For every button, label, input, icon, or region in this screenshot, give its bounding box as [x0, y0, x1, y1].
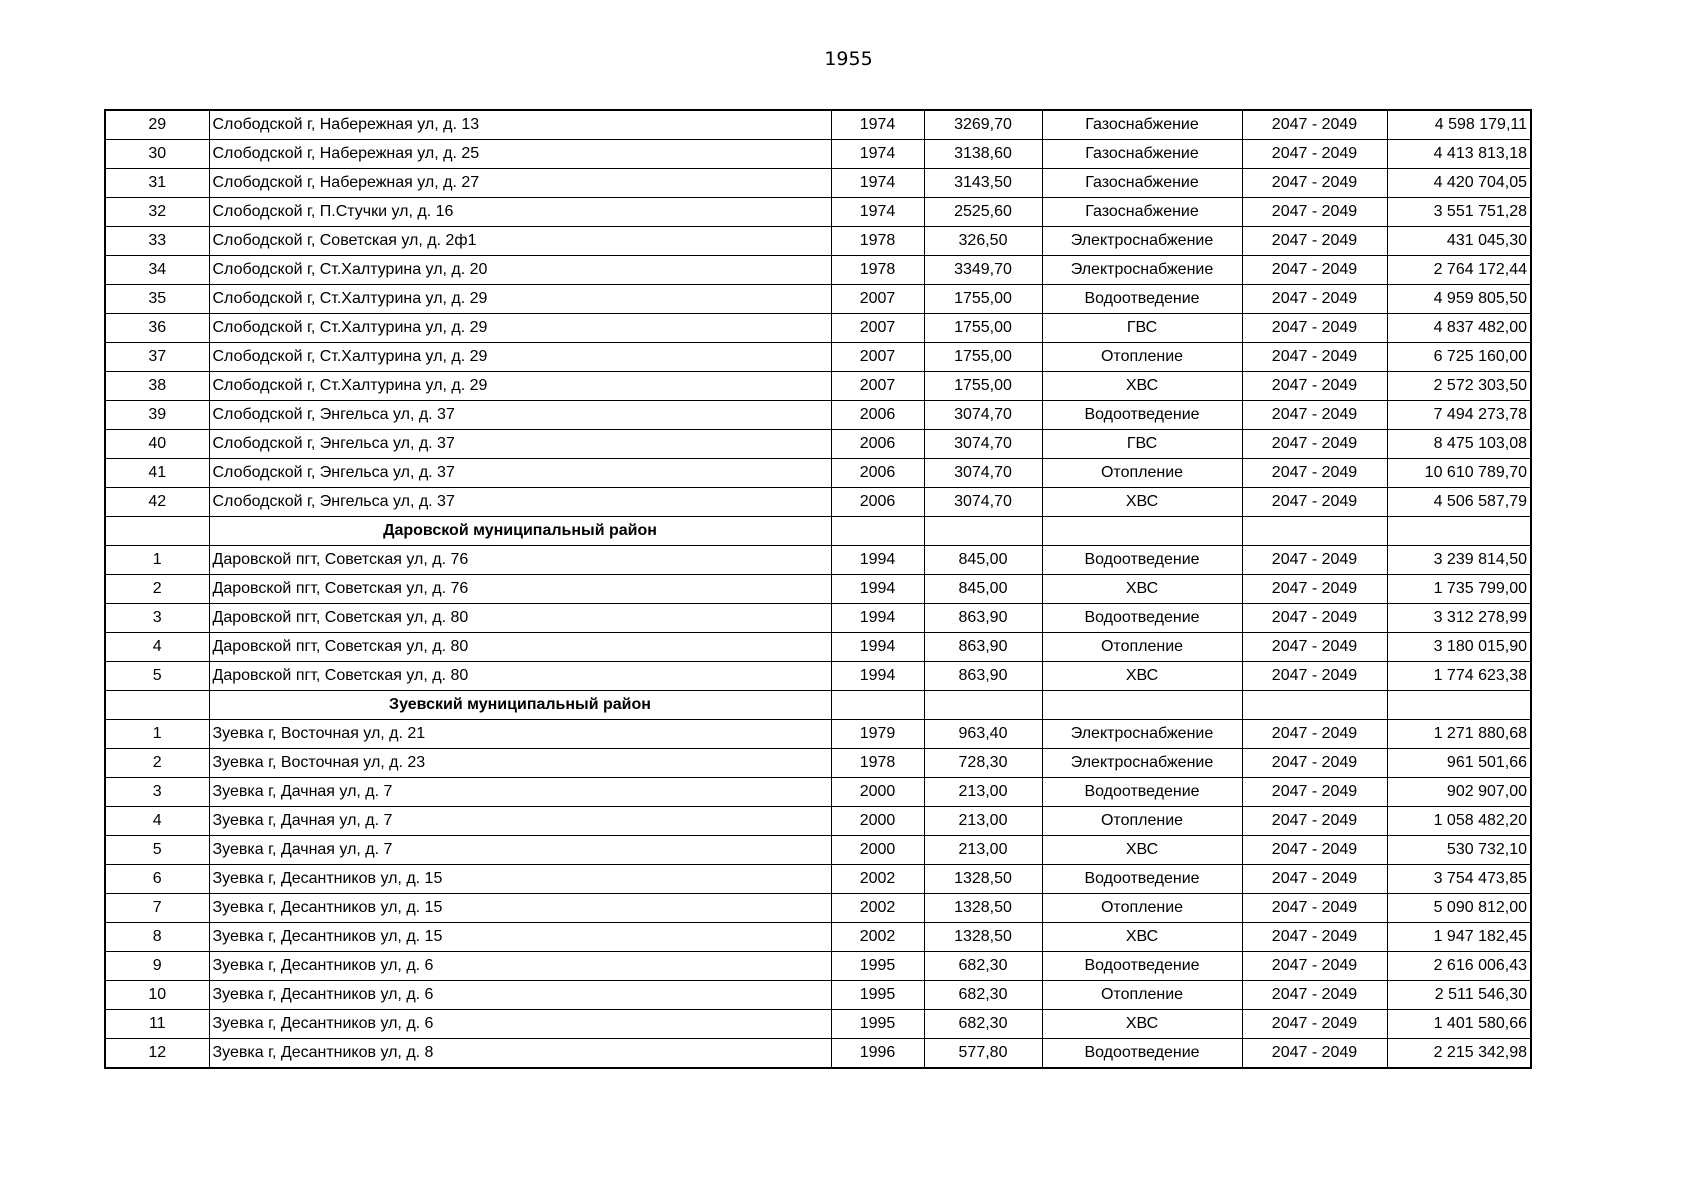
address-cell: Зуевка г, Десантников ул, д. 15: [209, 894, 831, 923]
utility-system-cell: Водоотведение: [1042, 285, 1242, 314]
table-row: [105, 314, 1531, 343]
year-built-cell: 1994: [831, 546, 924, 575]
empty-cell: [1387, 517, 1531, 546]
area-cell: 213,00: [924, 807, 1042, 836]
row-number-cell: 11: [105, 1010, 209, 1039]
repair-period-cell: 2047 - 2049: [1242, 662, 1387, 691]
utility-system-cell: Отопление: [1042, 459, 1242, 488]
address-cell: Слободской г, Набережная ул, д. 27: [209, 169, 831, 198]
repair-period-cell: 2047 - 2049: [1242, 401, 1387, 430]
table-row: [105, 110, 1531, 140]
table-row: [105, 865, 1531, 894]
area-cell: 682,30: [924, 981, 1042, 1010]
cost-cell: 10 610 789,70: [1387, 459, 1531, 488]
cost-cell: 3 180 015,90: [1387, 633, 1531, 662]
address-cell: Зуевка г, Десантников ул, д. 6: [209, 952, 831, 981]
area-cell: 3074,70: [924, 401, 1042, 430]
empty-cell: [831, 517, 924, 546]
empty-cell: [1387, 691, 1531, 720]
address-cell: Слободской г, Ст.Халтурина ул, д. 29: [209, 372, 831, 401]
area-cell: 863,90: [924, 633, 1042, 662]
year-built-cell: 1978: [831, 256, 924, 285]
repair-period-cell: 2047 - 2049: [1242, 952, 1387, 981]
table-row: [105, 285, 1531, 314]
cost-cell: 2 215 342,98: [1387, 1039, 1531, 1069]
table-row: [105, 923, 1531, 952]
area-cell: 3143,50: [924, 169, 1042, 198]
repair-period-cell: 2047 - 2049: [1242, 778, 1387, 807]
area-cell: 1755,00: [924, 314, 1042, 343]
utility-system-cell: ГВС: [1042, 314, 1242, 343]
utility-system-cell: Отопление: [1042, 894, 1242, 923]
year-built-cell: 1974: [831, 140, 924, 169]
utility-system-cell: Водоотведение: [1042, 778, 1242, 807]
table-row: [105, 546, 1531, 575]
repair-period-cell: 2047 - 2049: [1242, 546, 1387, 575]
address-cell: Слободской г, Энгельса ул, д. 37: [209, 401, 831, 430]
address-cell: Слободской г, Энгельса ул, д. 37: [209, 459, 831, 488]
year-built-cell: 2007: [831, 372, 924, 401]
area-cell: 682,30: [924, 1010, 1042, 1039]
year-built-cell: 1996: [831, 1039, 924, 1069]
repair-period-cell: 2047 - 2049: [1242, 865, 1387, 894]
address-cell: Слободской г, Энгельса ул, д. 37: [209, 488, 831, 517]
section-title: Зуевский муниципальный район: [209, 691, 831, 720]
empty-cell: [924, 517, 1042, 546]
table-row: [105, 749, 1531, 778]
utility-system-cell: ГВС: [1042, 430, 1242, 459]
repair-period-cell: 2047 - 2049: [1242, 140, 1387, 169]
area-cell: 3074,70: [924, 430, 1042, 459]
cost-cell: 1 271 880,68: [1387, 720, 1531, 749]
page-number: 1955: [824, 48, 873, 70]
area-cell: 2525,60: [924, 198, 1042, 227]
empty-cell: [1042, 517, 1242, 546]
area-cell: 963,40: [924, 720, 1042, 749]
row-number-cell: 4: [105, 633, 209, 662]
table-row: [105, 981, 1531, 1010]
table-row: [105, 227, 1531, 256]
row-number-cell: 3: [105, 604, 209, 633]
repair-period-cell: 2047 - 2049: [1242, 575, 1387, 604]
year-built-cell: 2000: [831, 807, 924, 836]
area-cell: 863,90: [924, 604, 1042, 633]
address-cell: Зуевка г, Восточная ул, д. 21: [209, 720, 831, 749]
cost-cell: 1 401 580,66: [1387, 1010, 1531, 1039]
repair-period-cell: 2047 - 2049: [1242, 285, 1387, 314]
area-cell: 3269,70: [924, 110, 1042, 140]
year-built-cell: 1994: [831, 662, 924, 691]
address-cell: Зуевка г, Дачная ул, д. 7: [209, 836, 831, 865]
row-number-cell: 8: [105, 923, 209, 952]
row-number-cell: 9: [105, 952, 209, 981]
address-cell: Слободской г, Ст.Халтурина ул, д. 29: [209, 285, 831, 314]
address-cell: Зуевка г, Дачная ул, д. 7: [209, 778, 831, 807]
repair-period-cell: 2047 - 2049: [1242, 604, 1387, 633]
year-built-cell: 1994: [831, 575, 924, 604]
utility-system-cell: ХВС: [1042, 372, 1242, 401]
utility-system-cell: ХВС: [1042, 1010, 1242, 1039]
cost-cell: 3 239 814,50: [1387, 546, 1531, 575]
area-cell: 1328,50: [924, 894, 1042, 923]
year-built-cell: 2000: [831, 836, 924, 865]
utility-system-cell: Газоснабжение: [1042, 140, 1242, 169]
address-cell: Зуевка г, Десантников ул, д. 15: [209, 865, 831, 894]
utility-system-cell: ХВС: [1042, 836, 1242, 865]
repair-period-cell: 2047 - 2049: [1242, 894, 1387, 923]
row-number-cell: 32: [105, 198, 209, 227]
utility-system-cell: Электроснабжение: [1042, 720, 1242, 749]
repair-period-cell: 2047 - 2049: [1242, 720, 1387, 749]
repair-period-cell: 2047 - 2049: [1242, 836, 1387, 865]
row-number-cell: 1: [105, 720, 209, 749]
utility-system-cell: Водоотведение: [1042, 604, 1242, 633]
table-row: [105, 952, 1531, 981]
empty-cell: [924, 691, 1042, 720]
row-number-cell: 5: [105, 662, 209, 691]
address-cell: Слободской г, Набережная ул, д. 25: [209, 140, 831, 169]
year-built-cell: 1974: [831, 169, 924, 198]
year-built-cell: 2007: [831, 285, 924, 314]
table-row: [105, 1039, 1531, 1069]
utility-system-cell: ХВС: [1042, 488, 1242, 517]
row-number-cell: 41: [105, 459, 209, 488]
address-cell: Даровской пгт, Советская ул, д. 76: [209, 546, 831, 575]
year-built-cell: 2006: [831, 401, 924, 430]
cost-cell: 3 551 751,28: [1387, 198, 1531, 227]
year-built-cell: 2002: [831, 865, 924, 894]
year-built-cell: 1994: [831, 633, 924, 662]
year-built-cell: 1978: [831, 227, 924, 256]
area-cell: 845,00: [924, 575, 1042, 604]
area-cell: 1755,00: [924, 343, 1042, 372]
address-cell: Зуевка г, Десантников ул, д. 8: [209, 1039, 831, 1069]
repair-period-cell: 2047 - 2049: [1242, 169, 1387, 198]
year-built-cell: 1974: [831, 110, 924, 140]
repair-period-cell: 2047 - 2049: [1242, 807, 1387, 836]
section-header-row: [105, 691, 1531, 720]
repair-period-cell: 2047 - 2049: [1242, 314, 1387, 343]
table-row: [105, 662, 1531, 691]
address-cell: Даровской пгт, Советская ул, д. 80: [209, 633, 831, 662]
cost-cell: 902 907,00: [1387, 778, 1531, 807]
utility-system-cell: Отопление: [1042, 343, 1242, 372]
year-built-cell: 2000: [831, 778, 924, 807]
table-row: [105, 604, 1531, 633]
row-number-cell: 37: [105, 343, 209, 372]
year-built-cell: 2002: [831, 923, 924, 952]
table-row: [105, 488, 1531, 517]
address-cell: Даровской пгт, Советская ул, д. 80: [209, 662, 831, 691]
repair-period-cell: 2047 - 2049: [1242, 110, 1387, 140]
utility-system-cell: Водоотведение: [1042, 865, 1242, 894]
address-cell: Слободской г, Ст.Халтурина ул, д. 20: [209, 256, 831, 285]
area-cell: 1328,50: [924, 923, 1042, 952]
repair-period-cell: 2047 - 2049: [1242, 372, 1387, 401]
utility-system-cell: ХВС: [1042, 923, 1242, 952]
cost-cell: 1 947 182,45: [1387, 923, 1531, 952]
cost-cell: 4 837 482,00: [1387, 314, 1531, 343]
cost-cell: 2 511 546,30: [1387, 981, 1531, 1010]
cost-cell: 3 312 278,99: [1387, 604, 1531, 633]
cost-cell: 961 501,66: [1387, 749, 1531, 778]
row-number-cell: 35: [105, 285, 209, 314]
area-cell: 728,30: [924, 749, 1042, 778]
table-row: [105, 836, 1531, 865]
utility-system-cell: Водоотведение: [1042, 952, 1242, 981]
year-built-cell: 1995: [831, 952, 924, 981]
row-number-cell: 12: [105, 1039, 209, 1069]
table-row: [105, 778, 1531, 807]
table-row: [105, 1010, 1531, 1039]
row-number-cell: 38: [105, 372, 209, 401]
repair-period-cell: 2047 - 2049: [1242, 1010, 1387, 1039]
cost-cell: 4 506 587,79: [1387, 488, 1531, 517]
row-number-cell: 1: [105, 546, 209, 575]
cost-cell: 530 732,10: [1387, 836, 1531, 865]
row-number-cell: 3: [105, 778, 209, 807]
utility-system-cell: Отопление: [1042, 807, 1242, 836]
section-title: Даровской муниципальный район: [209, 517, 831, 546]
empty-cell: [105, 691, 209, 720]
repair-period-cell: 2047 - 2049: [1242, 488, 1387, 517]
utility-system-cell: Электроснабжение: [1042, 749, 1242, 778]
repair-period-cell: 2047 - 2049: [1242, 343, 1387, 372]
table-row: [105, 343, 1531, 372]
table-row: [105, 256, 1531, 285]
row-number-cell: 42: [105, 488, 209, 517]
address-cell: Зуевка г, Десантников ул, д. 15: [209, 923, 831, 952]
repair-period-cell: 2047 - 2049: [1242, 749, 1387, 778]
empty-cell: [1042, 691, 1242, 720]
row-number-cell: 5: [105, 836, 209, 865]
cost-cell: 7 494 273,78: [1387, 401, 1531, 430]
repair-period-cell: 2047 - 2049: [1242, 633, 1387, 662]
cost-cell: 4 413 813,18: [1387, 140, 1531, 169]
cost-cell: 3 754 473,85: [1387, 865, 1531, 894]
year-built-cell: 2006: [831, 430, 924, 459]
utility-system-cell: Газоснабжение: [1042, 110, 1242, 140]
address-cell: Даровской пгт, Советская ул, д. 80: [209, 604, 831, 633]
area-cell: 577,80: [924, 1039, 1042, 1069]
year-built-cell: 1978: [831, 749, 924, 778]
cost-cell: 431 045,30: [1387, 227, 1531, 256]
cost-cell: 8 475 103,08: [1387, 430, 1531, 459]
repair-period-cell: 2047 - 2049: [1242, 1039, 1387, 1069]
row-number-cell: 6: [105, 865, 209, 894]
area-cell: 863,90: [924, 662, 1042, 691]
address-cell: Слободской г, Энгельса ул, д. 37: [209, 430, 831, 459]
year-built-cell: 2007: [831, 314, 924, 343]
repair-period-cell: 2047 - 2049: [1242, 227, 1387, 256]
utility-system-cell: ХВС: [1042, 575, 1242, 604]
cost-cell: 1 058 482,20: [1387, 807, 1531, 836]
utility-system-cell: Отопление: [1042, 633, 1242, 662]
cost-cell: 2 764 172,44: [1387, 256, 1531, 285]
row-number-cell: 36: [105, 314, 209, 343]
cost-cell: 1 735 799,00: [1387, 575, 1531, 604]
year-built-cell: 1994: [831, 604, 924, 633]
table-row: [105, 807, 1531, 836]
year-built-cell: 1995: [831, 1010, 924, 1039]
area-cell: 213,00: [924, 778, 1042, 807]
table-row: [105, 372, 1531, 401]
year-built-cell: 2006: [831, 459, 924, 488]
year-built-cell: 2002: [831, 894, 924, 923]
area-cell: 1755,00: [924, 285, 1042, 314]
area-cell: 3138,60: [924, 140, 1042, 169]
table-row: [105, 633, 1531, 662]
repair-period-cell: 2047 - 2049: [1242, 923, 1387, 952]
empty-cell: [1242, 517, 1387, 546]
table-row: [105, 720, 1531, 749]
row-number-cell: 4: [105, 807, 209, 836]
table-row: [105, 169, 1531, 198]
address-cell: Слободской г, Советская ул, д. 2ф1: [209, 227, 831, 256]
utility-system-cell: Электроснабжение: [1042, 256, 1242, 285]
empty-cell: [1242, 691, 1387, 720]
utility-system-cell: Водоотведение: [1042, 546, 1242, 575]
utility-system-cell: Отопление: [1042, 981, 1242, 1010]
area-cell: 326,50: [924, 227, 1042, 256]
address-cell: Даровской пгт, Советская ул, д. 76: [209, 575, 831, 604]
area-cell: 1328,50: [924, 865, 1042, 894]
register-table: [104, 109, 1532, 1069]
row-number-cell: 29: [105, 110, 209, 140]
table-row: [105, 459, 1531, 488]
repair-period-cell: 2047 - 2049: [1242, 459, 1387, 488]
utility-system-cell: ХВС: [1042, 662, 1242, 691]
address-cell: Слободской г, Набережная ул, д. 13: [209, 110, 831, 140]
row-number-cell: 34: [105, 256, 209, 285]
year-built-cell: 2006: [831, 488, 924, 517]
table-row: [105, 198, 1531, 227]
year-built-cell: 2007: [831, 343, 924, 372]
row-number-cell: 2: [105, 749, 209, 778]
row-number-cell: 30: [105, 140, 209, 169]
utility-system-cell: Водоотведение: [1042, 1039, 1242, 1069]
row-number-cell: 31: [105, 169, 209, 198]
area-cell: 3349,70: [924, 256, 1042, 285]
section-header-row: [105, 517, 1531, 546]
cost-cell: 5 090 812,00: [1387, 894, 1531, 923]
repair-period-cell: 2047 - 2049: [1242, 981, 1387, 1010]
utility-system-cell: Водоотведение: [1042, 401, 1242, 430]
table-row: [105, 430, 1531, 459]
cost-cell: 2 572 303,50: [1387, 372, 1531, 401]
area-cell: 213,00: [924, 836, 1042, 865]
year-built-cell: 1974: [831, 198, 924, 227]
utility-system-cell: Газоснабжение: [1042, 198, 1242, 227]
table-row: [105, 140, 1531, 169]
address-cell: Зуевка г, Восточная ул, д. 23: [209, 749, 831, 778]
table-row: [105, 894, 1531, 923]
cost-cell: 6 725 160,00: [1387, 343, 1531, 372]
row-number-cell: 2: [105, 575, 209, 604]
row-number-cell: 7: [105, 894, 209, 923]
address-cell: Слободской г, Ст.Халтурина ул, д. 29: [209, 343, 831, 372]
area-cell: 845,00: [924, 546, 1042, 575]
cost-cell: 4 598 179,11: [1387, 110, 1531, 140]
row-number-cell: 40: [105, 430, 209, 459]
cost-cell: 1 774 623,38: [1387, 662, 1531, 691]
register-table-body: [105, 110, 1531, 1068]
utility-system-cell: Электроснабжение: [1042, 227, 1242, 256]
area-cell: 3074,70: [924, 488, 1042, 517]
area-cell: 1755,00: [924, 372, 1042, 401]
cost-cell: 2 616 006,43: [1387, 952, 1531, 981]
repair-period-cell: 2047 - 2049: [1242, 198, 1387, 227]
address-cell: Слободской г, Ст.Халтурина ул, д. 29: [209, 314, 831, 343]
repair-period-cell: 2047 - 2049: [1242, 256, 1387, 285]
utility-system-cell: Газоснабжение: [1042, 169, 1242, 198]
address-cell: Слободской г, П.Стучки ул, д. 16: [209, 198, 831, 227]
year-built-cell: 1979: [831, 720, 924, 749]
area-cell: 3074,70: [924, 459, 1042, 488]
cost-cell: 4 420 704,05: [1387, 169, 1531, 198]
cost-cell: 4 959 805,50: [1387, 285, 1531, 314]
row-number-cell: 10: [105, 981, 209, 1010]
repair-period-cell: 2047 - 2049: [1242, 430, 1387, 459]
area-cell: 682,30: [924, 952, 1042, 981]
address-cell: Зуевка г, Дачная ул, д. 7: [209, 807, 831, 836]
table-row: [105, 575, 1531, 604]
table-row: [105, 401, 1531, 430]
empty-cell: [105, 517, 209, 546]
year-built-cell: 1995: [831, 981, 924, 1010]
address-cell: Зуевка г, Десантников ул, д. 6: [209, 1010, 831, 1039]
row-number-cell: 39: [105, 401, 209, 430]
empty-cell: [831, 691, 924, 720]
row-number-cell: 33: [105, 227, 209, 256]
address-cell: Зуевка г, Десантников ул, д. 6: [209, 981, 831, 1010]
